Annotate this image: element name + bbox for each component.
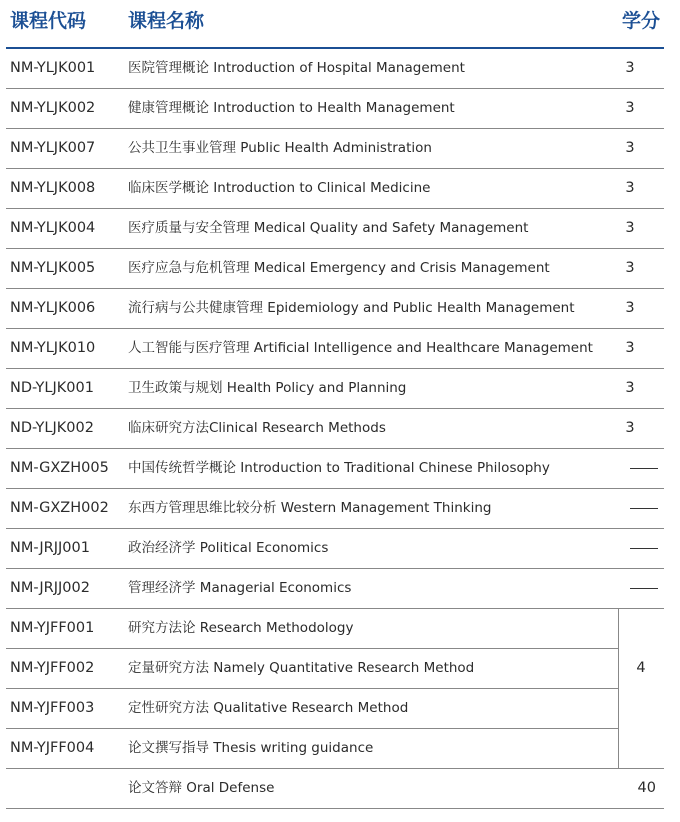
course-credit: 3 xyxy=(625,300,635,316)
table-row xyxy=(6,248,664,288)
course-name: 中国传统哲学概论 Introduction to Traditional Chinese Philosophy xyxy=(128,460,550,476)
course-name: 论文答辩 Oral Defense xyxy=(128,780,275,796)
credit-dash xyxy=(630,508,658,509)
course-credit xyxy=(598,728,662,768)
header-course-name: 课程名称 xyxy=(128,10,205,32)
course-credit: 3 xyxy=(625,420,635,436)
course-code: NM-YLJK010 xyxy=(10,340,96,356)
credit-dash xyxy=(630,588,658,589)
course-code xyxy=(10,768,128,808)
course-code: NM-JRJJ002 xyxy=(10,580,90,596)
table-row xyxy=(6,768,664,808)
table-row xyxy=(6,568,664,608)
course-name: 医疗应急与危机管理 Medical Emergency and Crisis Management xyxy=(128,260,550,276)
course-credit: 3 xyxy=(625,260,635,276)
table-row xyxy=(6,608,664,648)
table-row xyxy=(6,88,664,128)
course-name: 临床医学概论 Introduction to Clinical Medicine xyxy=(128,180,431,196)
course-name: 定量研究方法 Namely Quantitative Research Method xyxy=(128,660,475,676)
course-credit: 40 xyxy=(637,780,656,796)
course-name: 管理经济学 Managerial Economics xyxy=(128,580,352,596)
course-name: 健康管理概论 Introduction to Health Management xyxy=(128,100,455,116)
table-row xyxy=(6,448,664,488)
table-row xyxy=(6,728,664,768)
table-row xyxy=(6,168,664,208)
course-code: NM-GXZH005 xyxy=(10,460,109,476)
header-credits: 学分 xyxy=(622,10,661,32)
course-code: NM-GXZH002 xyxy=(10,500,109,516)
course-name: 人工智能与医疗管理 Artificial Intelligence and Healthcare Management xyxy=(128,340,593,356)
course-code: NM-YLJK008 xyxy=(10,180,96,196)
course-table xyxy=(6,0,664,822)
course-code: NM-YJFF001 xyxy=(10,620,95,636)
table-row xyxy=(6,368,664,408)
course-credit: 3 xyxy=(625,140,635,156)
credit-dash xyxy=(630,468,658,469)
course-code: NM-YLJK006 xyxy=(10,300,96,316)
table-row xyxy=(6,48,664,88)
table-row xyxy=(6,128,664,168)
course-credit: 3 xyxy=(625,220,635,236)
course-name: 论文撰写指导 Thesis writing guidance xyxy=(128,740,374,756)
course-name: 流行病与公共健康管理 Epidemiology and Public Health Management xyxy=(128,300,575,316)
course-name: 研究方法论 Research Methodology xyxy=(128,620,354,636)
table-row xyxy=(6,528,664,568)
header-course-code: 课程代码 xyxy=(10,10,87,32)
credit-dash xyxy=(630,548,658,549)
course-name: 临床研究方法Clinical Research Methods xyxy=(128,420,386,436)
course-name: 医院管理概论 Introduction of Hospital Management xyxy=(128,60,465,76)
table-row xyxy=(6,648,664,688)
course-code: NM-YLJK001 xyxy=(10,60,96,76)
course-name: 卫生政策与规划 Health Policy and Planning xyxy=(128,380,407,396)
course-name: 医疗质量与安全管理 Medical Quality and Safety Management xyxy=(128,220,529,236)
course-name: 政治经济学 Political Economics xyxy=(128,540,329,556)
course-code: NM-YLJK002 xyxy=(10,100,96,116)
table-row xyxy=(6,488,664,528)
course-code: ND-YLJK001 xyxy=(10,380,94,396)
course-code: NM-YLJK005 xyxy=(10,260,96,276)
course-code: NM-YLJK007 xyxy=(10,140,96,156)
merged-credit-cell: 4 xyxy=(636,660,646,676)
course-code: NM-YJFF002 xyxy=(10,660,95,676)
course-credit: 3 xyxy=(625,180,635,196)
course-credit: 3 xyxy=(625,100,635,116)
course-credit: 3 xyxy=(625,380,635,396)
course-code: NM-JRJJ001 xyxy=(10,540,90,556)
table-row xyxy=(6,208,664,248)
course-code: NM-YLJK004 xyxy=(10,220,96,236)
table-row xyxy=(6,328,664,368)
course-code: ND-YLJK002 xyxy=(10,420,94,436)
course-name: 公共卫生事业管理 Public Health Administration xyxy=(128,140,432,156)
course-code: NM-YJFF004 xyxy=(10,740,95,756)
table-row xyxy=(6,288,664,328)
course-credit: 3 xyxy=(625,60,635,76)
course-name: 定性研究方法 Qualitative Research Method xyxy=(128,700,409,716)
course-code: NM-YJFF003 xyxy=(10,700,95,716)
table-row xyxy=(6,408,664,448)
table-row xyxy=(6,688,664,728)
row-divider xyxy=(6,808,664,809)
course-credit: 3 xyxy=(625,340,635,356)
course-name: 东西方管理思维比较分析 Western Management Thinking xyxy=(128,500,492,516)
